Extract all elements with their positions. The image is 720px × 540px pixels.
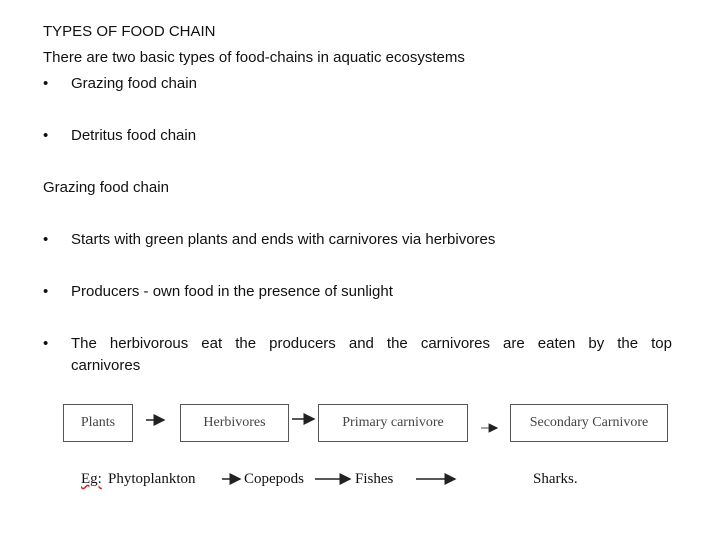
diagram-box-secondary-carnivore: Secondary Carnivore [510, 404, 668, 442]
example-item-sharks: Sharks. [533, 471, 578, 487]
point-item-line2: carnivores [71, 357, 141, 374]
diagram-box-plants: Plants [63, 404, 133, 442]
bullet-marker: • [43, 283, 49, 300]
intro-text: There are two basic types of food-chains in aquatic ecosystems [43, 49, 465, 66]
point-item: Starts with green plants and ends with carnivores via herbivores [71, 231, 496, 248]
bullet-marker: • [43, 231, 49, 248]
section-title: Grazing food chain [43, 179, 169, 196]
type-item-detritus: Detritus food chain [71, 127, 197, 144]
point-item-line1: The herbivorous eat the producers and the carnivores are eaten by the top [71, 335, 672, 352]
bullet-marker: • [43, 127, 49, 144]
example-prefix: Eg: [81, 471, 102, 487]
type-item-grazing: Grazing food chain [71, 75, 197, 92]
bullet-marker: • [43, 335, 49, 352]
diagram-box-primary-carnivore: Primary carnivore [318, 404, 468, 442]
diagram-box-herbivores: Herbivores [180, 404, 289, 442]
example-item-fishes: Fishes [355, 471, 394, 487]
point-item: Producers - own food in the presence of sunlight [71, 283, 393, 300]
page-title: TYPES OF FOOD CHAIN [43, 23, 216, 40]
example-item-copepods: Copepods [244, 471, 304, 487]
bullet-marker: • [43, 75, 49, 92]
example-item-phytoplankton: Phytoplankton [108, 471, 196, 487]
